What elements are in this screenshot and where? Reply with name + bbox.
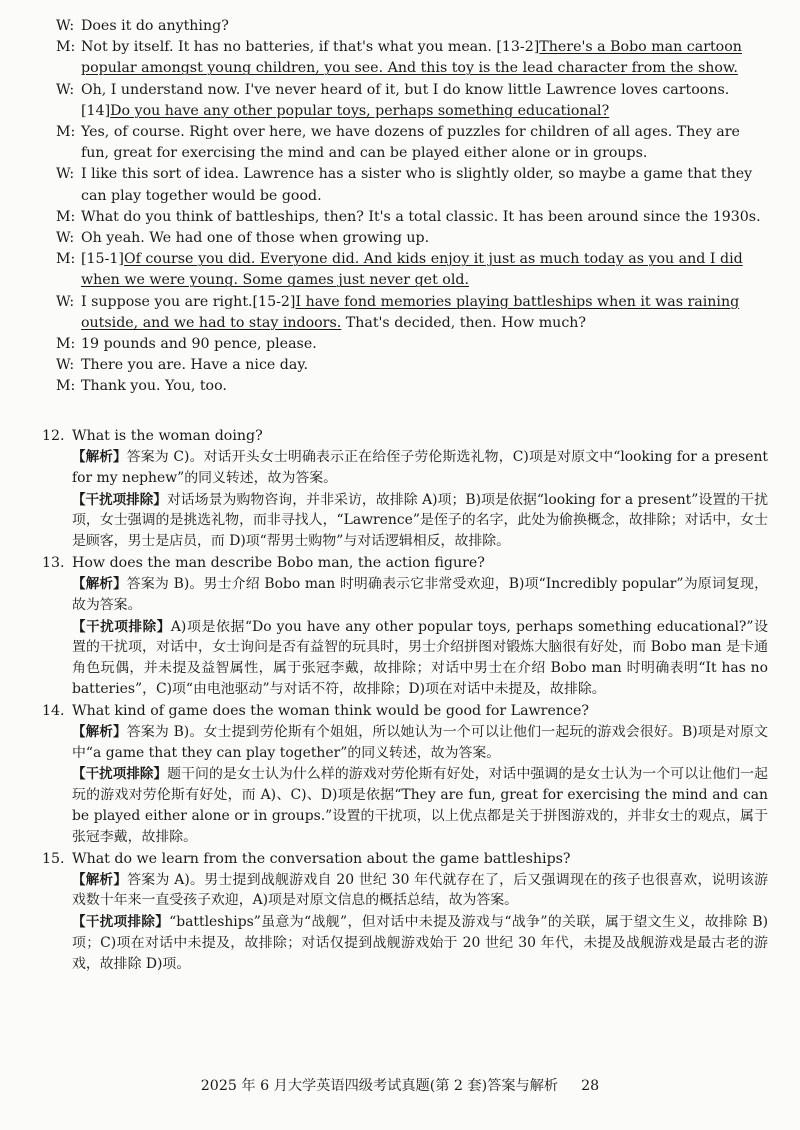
dialogue-fragment: [15-1] <box>81 251 124 268</box>
dialogue-fragment: What do you think of battleships, then? It's a total classic. It has been around since the 1930s. <box>81 208 761 225</box>
explanation-text: 答案为 A)。男士提到战舰游戏自 20 世纪 30 年代就存在了，后又强调现在的孩子也很喜欢，说明该游戏数十年来一直受孩子欢迎，A)项是对原文信息的概括总结，故为答案。 <box>72 871 769 909</box>
speaker-label: W: <box>56 81 75 98</box>
dialogue-line <box>56 228 768 249</box>
dialogue-text <box>81 80 768 122</box>
dialogue-text <box>81 355 768 376</box>
explanation-block <box>42 490 768 552</box>
explanation-block <box>42 574 768 616</box>
question <box>42 426 768 447</box>
explanation-label: 【干扰项排除】 <box>72 491 167 508</box>
explanation-label: 【解析】 <box>72 723 127 740</box>
dialogue-line <box>56 249 768 291</box>
dialogue-fragment: Oh, I understand now. I've never heard of it, but I do know little Lawrence loves cartoons. [14] <box>81 81 730 119</box>
explanation-text: 对话场景为购物咨询，并非采访，故排除 A)项；B)项是依据“looking for a present”设置的干扰项，女士强调的是挑选礼物，而非寻找人，“Lawrence”是侄子的名字，此处为偷换概念，故排除；对话中，女士是顾客，男士是店员，而 D)项“帮男士购物”与对话逻辑相反，故排除。 <box>72 491 768 550</box>
dialogue-fragment: Yes, of course. Right over here, we have dozens of puzzles for children of all ages. They are fun, great for exercising the mind and can be played either alone or in groups. <box>81 124 740 162</box>
dialogue-fragment: Oh yeah. We had one of those when growing up. <box>81 230 430 247</box>
dialogue-text <box>81 376 768 397</box>
speaker-label: W: <box>56 18 75 34</box>
explanation-text: “battleships”虽意为“战舰”，但对话中未提及游戏与“战争”的关联，属于望文生义，故排除 B)项；C)项在对话中未提及，故排除；对话仅提到战舰游戏始于 20 世纪 30 年代，未提及战舰游戏是最古老的游戏，故排除 D)项。 <box>72 914 769 972</box>
dialogue-transcript <box>56 16 768 398</box>
dialogue-line <box>56 37 768 79</box>
underlined-key-sentence: Do you have any other popular toys, perhaps something educational? <box>110 102 610 119</box>
speaker-label: M: <box>56 336 76 353</box>
speaker-label: W: <box>56 293 75 310</box>
speaker-label: W: <box>56 166 75 183</box>
underlined-key-sentence: Of course you did. Everyone did. And kids enjoy it just as much today as you and I did when we were young. Some games just never get old. <box>81 251 743 289</box>
dialogue-text <box>81 334 768 355</box>
dialogue-line <box>56 376 768 397</box>
question-number: 13. <box>42 554 65 571</box>
dialogue-fragment: Does it do anything? <box>81 18 229 34</box>
dialogue-line <box>56 164 768 206</box>
dialogue-text <box>81 37 768 79</box>
explanation-block <box>42 617 768 700</box>
question <box>42 553 768 574</box>
dialogue-line <box>56 80 768 122</box>
explanation-text: A)项是依据“Do you have any other popular toys, perhaps something educational?”设置的干扰项，对话中，女士询问是否有益智的玩具时，男士介绍拼图对锻炼大脑很有好处，而 Bobo man 是卡通角色玩偶，并未提及益智属性，属于张冠李戴，故排除；对话中男士在介绍 Bobo man 时明确表明“It has no batteries”，C)项“由电池驱动”与对话不符，故排除；D)项在对话中未提及，故排除。 <box>72 618 768 697</box>
speaker-label: W: <box>56 230 75 247</box>
explanation-label: 【解析】 <box>72 449 127 465</box>
page-footer <box>0 1075 800 1095</box>
dialogue-fragment: I like this sort of idea. Lawrence has a sister who is slightly older, so maybe a game that they can play together would be good. <box>81 166 753 204</box>
explanation-text: 答案为 B)。男士介绍 Bobo man 时明确表示它非常受欢迎，B)项“Incredibly popular”为原词复现，故为答案。 <box>72 575 769 613</box>
dialogue-fragment: That's decided, then. How much? <box>341 314 587 331</box>
speaker-label: M: <box>56 251 76 268</box>
dialogue-fragment: 19 pounds and 90 pence, please. <box>81 336 317 353</box>
speaker-label: W: <box>56 357 75 374</box>
underlined-key-sentence: I have fond memories playing battleships when it was raining outside, and we had to stay indoors. <box>81 293 740 331</box>
explanation-text: 题干问的是女士认为什么样的游戏对劳伦斯有好处，对话中强调的是女士认为一个可以让他们一起玩的游戏对劳伦斯有好处，而 A)、C)、D)项是依据“They are fun, great for exercising the mind and can be played either alone or in groups.”设置的干扰项，以上优点都是关于拼图游戏的，并非女士的观点，属于张冠李戴，故排除。 <box>72 766 769 845</box>
dialogue-text <box>81 292 768 334</box>
explanation-block <box>42 912 768 974</box>
question <box>42 701 768 722</box>
question <box>42 849 768 870</box>
question-text: What is the woman doing? <box>72 428 263 444</box>
dialogue-text <box>81 249 768 291</box>
speaker-label: M: <box>56 378 76 395</box>
dialogue-fragment: Not by itself. It has no batteries, if that's what you mean. [13-2] <box>81 39 540 56</box>
explanation-block <box>42 447 768 489</box>
underlined-key-sentence: There's a Bobo man cartoon popular amongst young children, you see. And this toy is the lead character from the show. <box>81 39 742 77</box>
explanation-block <box>42 764 768 847</box>
dialogue-fragment: Thank you. You, too. <box>81 378 227 395</box>
dialogue-line <box>56 334 768 355</box>
question-text: What do we learn from the conversation about the game battleships? <box>72 850 571 867</box>
dialogue-text <box>81 16 768 37</box>
questions-section <box>42 426 768 976</box>
question-number: 15. <box>42 850 65 867</box>
dialogue-text <box>81 207 768 228</box>
dialogue-text <box>81 164 768 206</box>
dialogue-text <box>81 122 768 164</box>
speaker-label: M: <box>56 39 76 56</box>
dialogue-line <box>56 355 768 376</box>
speaker-label: M: <box>56 208 76 225</box>
explanation-text: 答案为 C)。对话开头女士明确表示正在给侄子劳伦斯选礼物，C)项是对原文中“looking for a present for my nephew”的同义转述，故为答案。 <box>72 449 768 486</box>
dialogue-line <box>56 16 768 37</box>
explanation-text: 答案为 B)。女士提到劳伦斯有个姐姐，所以她认为一个可以让他们一起玩的游戏会很好。B)项是对原文中“a game that they can play together”的同义转述，故为答案。 <box>72 723 769 761</box>
explanation-label: 【解析】 <box>72 871 128 888</box>
dialogue-fragment: There you are. Have a nice day. <box>81 357 308 374</box>
explanation-label: 【干扰项排除】 <box>72 618 171 635</box>
explanation-label: 【干扰项排除】 <box>72 766 168 783</box>
explanation-block <box>42 722 768 764</box>
dialogue-fragment: I suppose you are right.[15-2] <box>81 293 296 310</box>
question-number: 12. <box>42 428 65 444</box>
footer-title: 2025 年 6 月大学英语四级考试真题(第 2 套)答案与解析 <box>200 1078 559 1094</box>
page-number: 28 <box>581 1078 600 1094</box>
speaker-label: M: <box>56 124 76 141</box>
dialogue-line <box>56 122 768 164</box>
dialogue-line <box>56 292 768 334</box>
explanation-label: 【解析】 <box>72 575 127 592</box>
question-text: What kind of game does the woman think would be good for Lawrence? <box>72 702 589 719</box>
explanation-label: 【干扰项排除】 <box>72 914 170 931</box>
dialogue-text <box>81 228 768 249</box>
question-number: 14. <box>42 702 65 719</box>
dialogue-line <box>56 207 768 228</box>
explanation-block <box>42 870 768 912</box>
question-text: How does the man describe Bobo man, the action figure? <box>72 554 485 571</box>
